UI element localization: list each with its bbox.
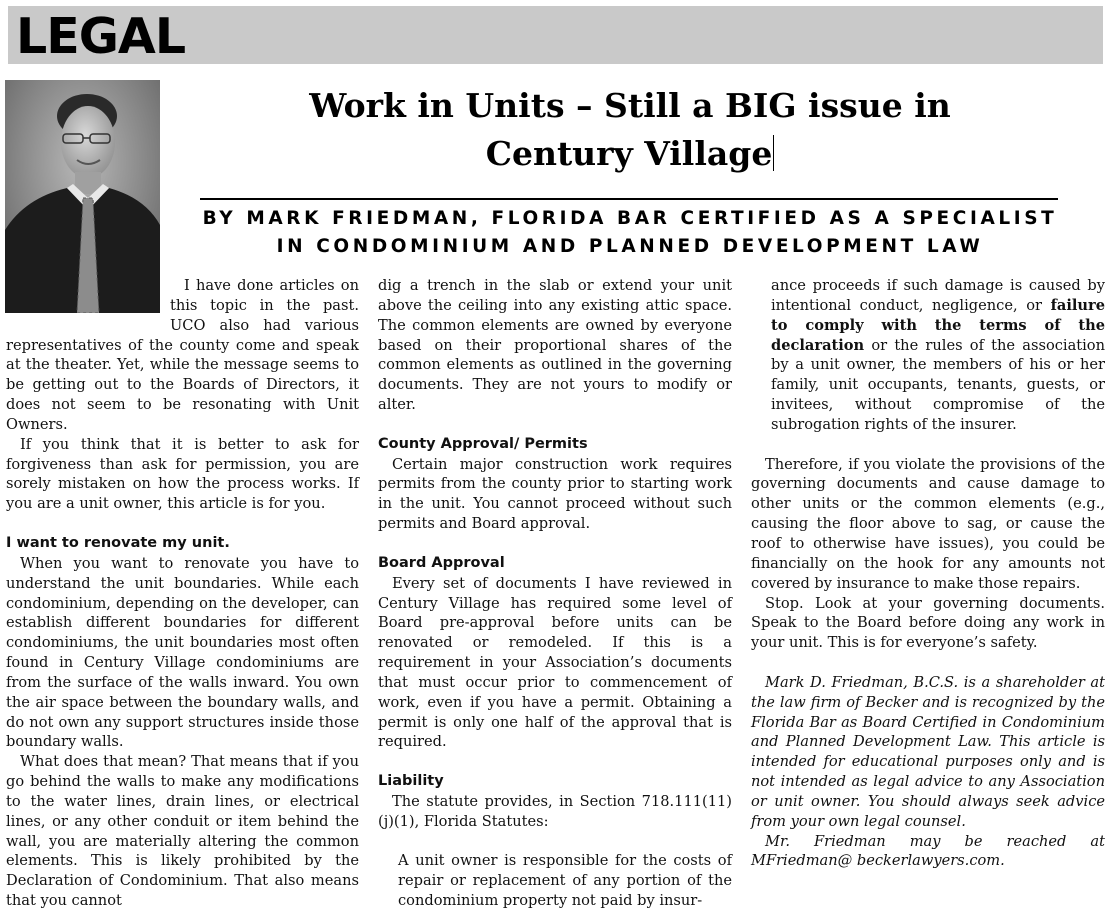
col1-paragraph-4: What does that mean? That means that if you go behind the walls to make any modifications to the water lines, drain lines, or electrical lines, or any other conduit or item behind the wall, you are materially altering the common elements. This is likely prohibited by the Declaration of Condominium. That also means that you cannot <box>6 753 359 910</box>
col1-heading-renovate: I want to renovate my unit. <box>6 534 230 551</box>
col2-paragraph-3: Every set of documents I have reviewed in Century Village has required some level of Board pre-approval before units can be renovated or remodeled. If this is a requirement in your Association’s documents that must occur prior to commencement of work, even if you have a permit. Obtaining a permit is only one half of the approval that is required. <box>378 574 732 751</box>
statute-quote-continued <box>751 276 1105 435</box>
col1-paragraph-3: When you want to renovate you have to understand the unit boundaries. While each condominium, depending on the developer, can establish different boundaries for different condominiums, the unit boundaries most often found in Century Village condominiums are from the surface of the walls inward. You own the air space between the boundary walls, and do not own any support structures inside those boundary walls. <box>6 554 359 751</box>
statute-quote-start: A unit owner is responsible for the costs of repair or replacement of any portion of the condominium property not paid by insur- <box>398 852 732 910</box>
col2-paragraph-1: dig a trench in the slab or extend your unit above the ceiling into any existing attic space. The common elements are owned by everyone based on their proportional shares of the common elements as outlined in the governing documents. They are not yours to modify or alter. <box>378 277 732 414</box>
author-bio: Mark D. Friedman, B.C.S. is a shareholder at the law firm of Becker and is recognized by the Florida Bar as Board Certified in Condominium and Planned Development Law. This article is intended for educational purposes only and is not intended as legal advice to any Association or unit owner. You should always seek advice from your own legal counsel. <box>751 673 1105 830</box>
article-title-line2: Century Village <box>485 134 773 173</box>
text-cursor <box>773 135 774 171</box>
article-title <box>200 82 1060 178</box>
section-label: LEGAL <box>16 8 186 65</box>
article-title-line2-wrap <box>200 130 1060 178</box>
byline-line1: BY MARK FRIEDMAN, FLORIDA BAR CERTIFIED AS A SPECIALIST <box>202 208 1058 229</box>
col2-heading-liability: Liability <box>378 773 444 790</box>
section-banner <box>8 6 1103 64</box>
quote-part-a: ance proceeds if such damage is caused by intentional conduct, negligence, or <box>771 277 1105 314</box>
photo-wrap-space <box>6 276 170 334</box>
col2-paragraph-4: The statute provides, in Section 718.111(11)(j)(1), Florida Statutes: <box>378 792 732 830</box>
column-3 <box>751 276 1105 871</box>
col1-paragraph-2: If you think that it is better to ask for forgiveness than ask for permission, you are sorely mistaken on how the process works. If you are a unit owner, this article is for you. <box>6 435 359 513</box>
col2-paragraph-2: Certain major construction work requires permits from the county prior to starting work in the unit. You cannot proceed without such permits and Board approval. <box>378 455 732 533</box>
column-2 <box>378 276 732 911</box>
article-title-line1: Work in Units – Still a BIG issue in <box>309 86 951 125</box>
byline <box>190 205 1070 261</box>
col1-paragraph-1: I have done articles on this topic in the past. UCO also had various representatives of the county come and speak at the theater. Yet, while the message seems to be getting out to the Boards of Directors, it does not seem to be resonating with Unit Owners. <box>6 277 359 433</box>
author-contact: Mr. Friedman may be reached at MFriedman@ beckerlawyers.com. <box>751 832 1105 870</box>
col3-paragraph-1: Therefore, if you violate the provisions of the governing documents and cause damage to other units or the common elements (e.g., causing the floor above to sag, or cause the roof to otherwise have issues), you could be financially on the hook for any amounts not covered by insurance to make those repairs. <box>751 455 1105 592</box>
quote-emphasis: failure to comply with the terms of the declaration <box>771 296 1105 354</box>
col2-heading-board: Board Approval <box>378 554 505 571</box>
byline-line2: IN CONDOMINIUM AND PLANNED DEVELOPMENT LAW <box>276 236 984 257</box>
col3-paragraph-2: Stop. Look at your governing documents. Speak to the Board before doing any work in your unit. This is for everyone’s safety. <box>751 594 1105 652</box>
col2-heading-permits: County Approval/ Permits <box>378 435 588 452</box>
quote-part-c: or the rules of the association by a unit owner, the members of his or her family, unit occupants, tenants, guests, or invitees, without compromise of the subrogation rights of the insurer. <box>771 336 1105 433</box>
column-1 <box>6 276 359 911</box>
title-rule <box>200 198 1058 200</box>
